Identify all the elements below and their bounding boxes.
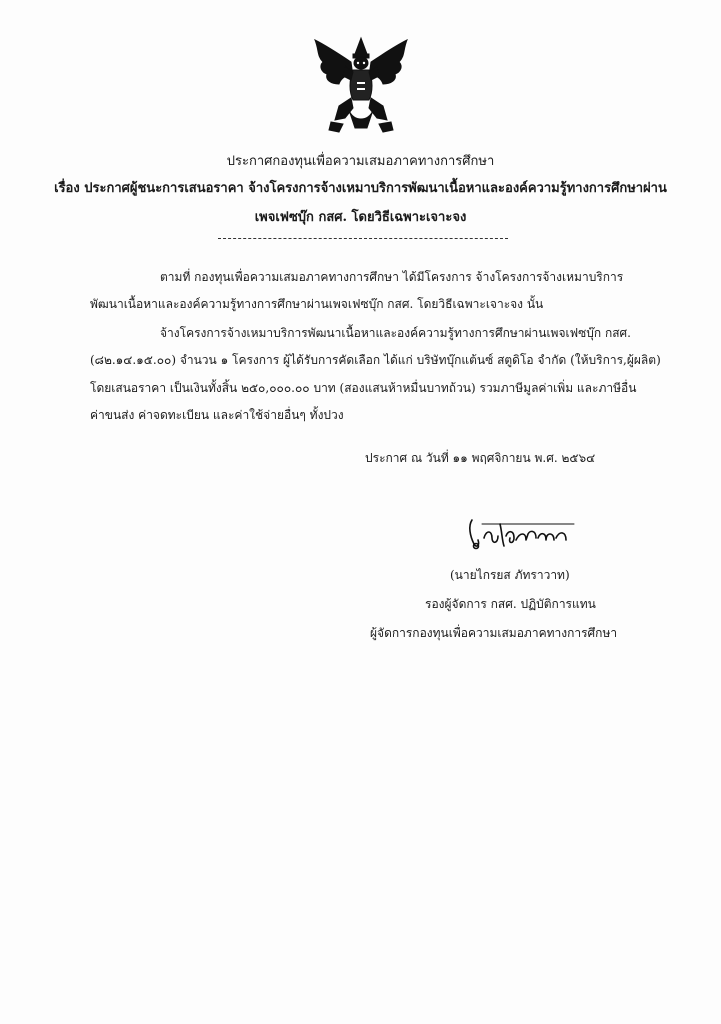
body-line-2: พัฒนาเนื้อหาและองค์ความรู้ทางการศึกษาผ่านเพจเฟซบุ๊ก กสศ. โดยวิธีเฉพาะเจาะจง นั้น <box>90 297 544 311</box>
signatory-name: (นายไกรยส ภัทราวาท) <box>450 568 570 582</box>
handwritten-signature <box>462 510 582 555</box>
body-line-1: ตามที่ กองทุนเพื่อความเสมอภาคทางการศึกษา ได้มีโครงการ จ้างโครงการจ้างเหมาบริการ <box>160 270 624 284</box>
signatory-title-2: ผู้จัดการกองทุนเพื่อความเสมอภาคทางการศึกษา <box>370 626 618 640</box>
subject-line-1: เรื่อง ประกาศผู้ชนะการเสนอราคา จ้างโครงการจ้างเหมาบริการพัฒนาเนื้อหาและองค์ความรู้ทางการศึกษาผ่าน <box>54 181 667 196</box>
divider <box>218 238 508 239</box>
body-line-3: จ้างโครงการจ้างเหมาบริการพัฒนาเนื้อหาและองค์ความรู้ทางการศึกษาผ่านเพจเฟซบุ๊ก กสศ. <box>160 326 631 340</box>
garuda-emblem-icon <box>309 36 413 136</box>
body-line-5: โดยเสนอราคา เป็นเงินทั้งสิ้น ๒๕๐,๐๐๐.๐๐ บาท (สองแสนห้าหมื่นบาทถ้วน) รวมภาษีมูลค่าเพิ่ม และภาษีอื่น <box>90 381 637 395</box>
signatory-title: รองผู้จัดการ กสศ. ปฏิบัติการแทน <box>425 597 596 611</box>
issuer-heading: ประกาศกองทุนเพื่อความเสมอภาคทางการศึกษา <box>226 154 495 169</box>
body-line-4: (๘๒.๑๔.๑๕.๐๐) จำนวน ๑ โครงการ ผู้ได้รับการคัดเลือก ได้แก่ บริษัทบุ๊กแต้นซ์ สตูดิโอ จำกัด (ให้บริการ,ผู้ผลิต) <box>90 353 661 367</box>
body-line-6: ค่าขนส่ง ค่าจดทะเบียน และค่าใช้จ่ายอื่นๆ ทั้งปวง <box>90 408 344 422</box>
announcement-date: ประกาศ ณ วันที่ ๑๑ พฤศจิกายน พ.ศ. ๒๕๖๔ <box>365 451 596 465</box>
subject-line-2: เพจเฟซบุ๊ก กสศ. โดยวิธีเฉพาะเจาะจง <box>254 210 467 225</box>
